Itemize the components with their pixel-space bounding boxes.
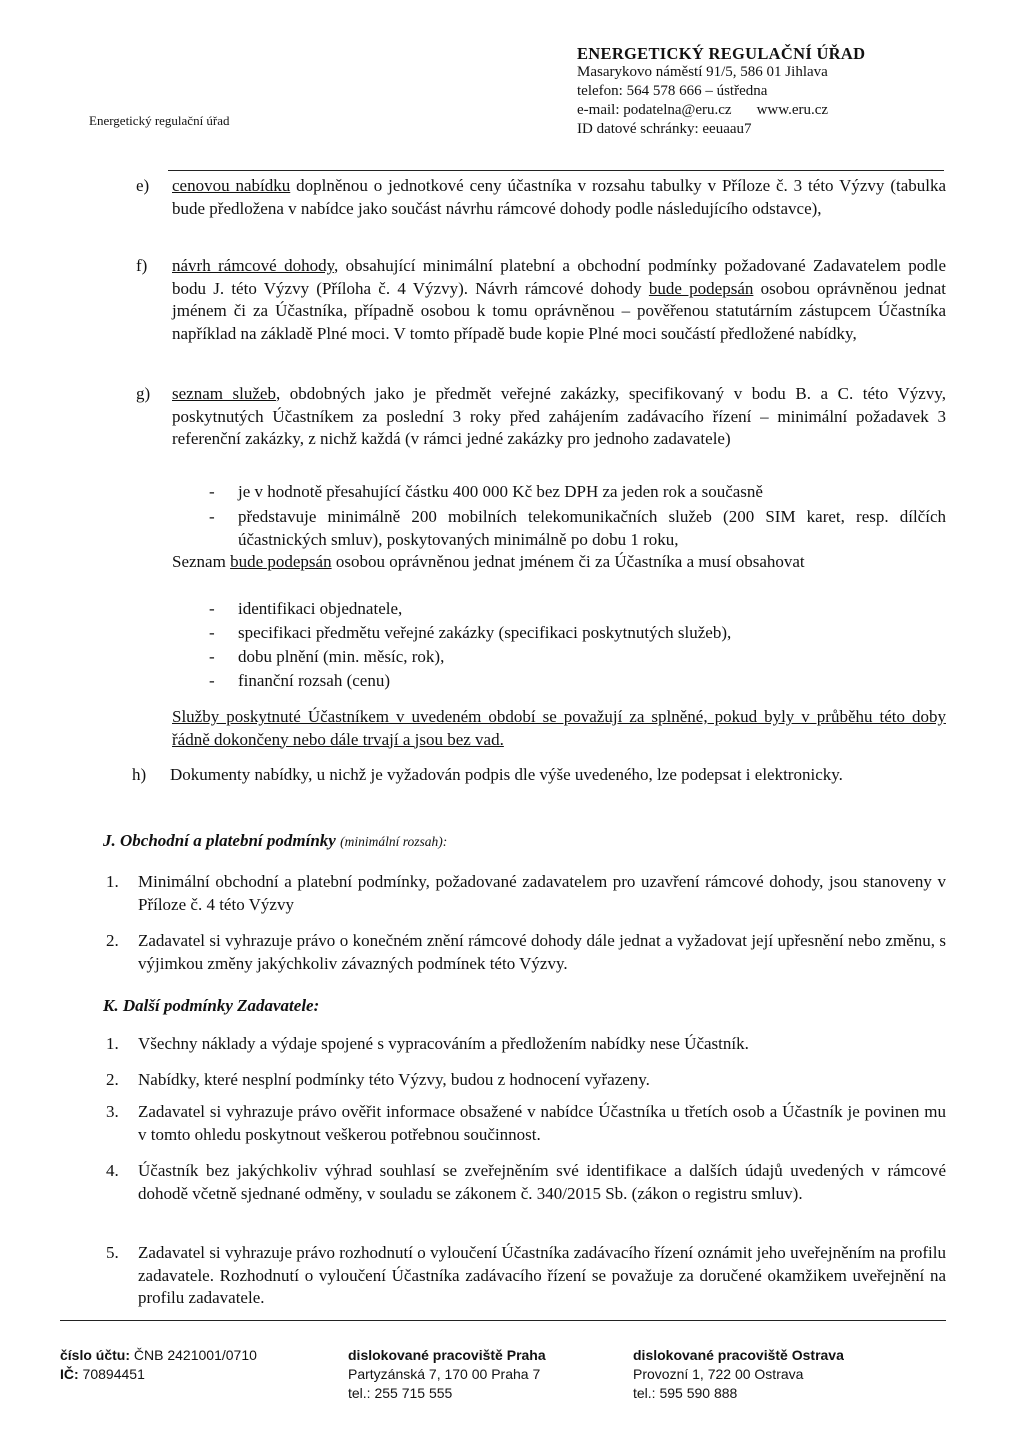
k-item-num: 2. bbox=[106, 1070, 119, 1089]
bullet-dash: - bbox=[209, 647, 215, 666]
item-e-label: e) bbox=[136, 176, 150, 195]
k-item-num: 4. bbox=[106, 1161, 119, 1180]
databox-id: ID datové schránky: eeuaau7 bbox=[577, 121, 752, 137]
j-item-text: Zadavatel si vyhrazuje právo o konečném znění rámcové dohody dále jednat a vyžadovat její upřesnění nebo změnu, s výjimkou změny jakýchkoliv závazných podmínek této Výzvy. bbox=[138, 931, 946, 973]
section-j-title bbox=[103, 831, 447, 851]
bullet-dash: - bbox=[209, 507, 215, 526]
list-item: dobu plnění (min. měsíc, rok), bbox=[238, 647, 445, 666]
ico-label: IČ: bbox=[60, 1366, 79, 1382]
ostrava-phone: tel.: 595 590 888 bbox=[633, 1385, 738, 1401]
item-g-body-2b: osobou oprávněnou jednat jménem či za Účastníka a musí obsahovat bbox=[331, 552, 805, 571]
header-address-block bbox=[577, 44, 865, 139]
k-item-num: 1. bbox=[106, 1034, 119, 1053]
org-name: ENERGETICKÝ REGULAČNÍ ÚŘAD bbox=[577, 44, 866, 63]
prague-phone: tel.: 255 715 555 bbox=[348, 1385, 453, 1401]
contact-row bbox=[577, 101, 865, 120]
item-g-label: g) bbox=[136, 384, 151, 403]
item-h-text: Dokumenty nabídky, u nichž je vyžadován podpis dle výše uvedeného, lze podepsat i elektronicky. bbox=[170, 765, 843, 784]
item-f-body-1: , obsahující minimální platební a obchodní podmínky požadované Zadavatelem podle bodu J. této Výzvy (Příloha č. 4 Výzvy). Návrh rámcové dohody bbox=[172, 256, 947, 298]
item-f-text bbox=[172, 255, 946, 345]
web-link[interactable]: www.eru.cz bbox=[756, 102, 829, 118]
ostrava-title: dislokované pracoviště Ostrava bbox=[633, 1347, 844, 1363]
list-item: finanční rozsah (cenu) bbox=[238, 671, 390, 690]
item-f-underlined-1: návrh rámcové dohody bbox=[172, 256, 334, 275]
section-k-title: K. Další podmínky Zadavatele: bbox=[103, 996, 320, 1015]
item-g-underlined-2: bude podepsán bbox=[230, 552, 332, 571]
bullet-dash: - bbox=[209, 599, 215, 618]
j-item-num: 2. bbox=[106, 931, 119, 950]
section-j-title-text: J. Obchodní a platební podmínky bbox=[103, 831, 336, 850]
footer-ostrava bbox=[633, 1346, 844, 1403]
list-item: je v hodnotě přesahující částku 400 000 Kč bez DPH za jeden rok a současně bbox=[238, 482, 763, 501]
item-g-body: , obdobných jako je předmět veřejné zakázky, specifikovaný v bodu B. a C. této Výzvy, poskytnutých Účastníkem za poslední 3 roky před zahájením zadávacího řízení – minimální požadavek 3 referenční zakázky, z nichž každá (v rámci jedné zakázky pro jednoho zadavatele) bbox=[172, 384, 947, 448]
prague-title: dislokované pracoviště Praha bbox=[348, 1347, 546, 1363]
list-item: identifikaci objednatele, bbox=[238, 599, 403, 618]
list-item: specifikaci předmětu veřejné zakázky (specifikaci poskytnutých služeb), bbox=[238, 623, 732, 642]
account-value: ČNB 2421001/0710 bbox=[130, 1347, 257, 1363]
bullet-dash: - bbox=[209, 671, 215, 690]
footer-bank bbox=[60, 1346, 257, 1384]
footer-divider bbox=[60, 1320, 946, 1321]
k-item-text: Všechny náklady a výdaje spojené s vypracováním a předložením nabídky nese Účastník. bbox=[138, 1034, 749, 1053]
item-g-note: Služby poskytnuté Účastníkem v uvedeném období se považují za splněné, pokud byly v průběhu této doby řádně dokončeny nebo dále trvají a jsou bez vad. bbox=[172, 707, 946, 749]
prague-address: Partyzánská 7, 170 00 Praha 7 bbox=[348, 1366, 541, 1382]
item-g-underlined: seznam služeb bbox=[172, 384, 276, 403]
header-left-title: Energetický regulační úřad bbox=[89, 113, 230, 128]
item-h-label: h) bbox=[132, 765, 147, 784]
account-label: číslo účtu: bbox=[60, 1347, 131, 1363]
item-g-text bbox=[172, 383, 946, 451]
k-item-num: 5. bbox=[106, 1243, 119, 1262]
k-item-text: Zadavatel si vyhrazuje právo rozhodnutí o vyloučení Účastníka zadávacího řízení oznámit jeho uveřejněním na profilu zadavatele. Rozhodnutí o vyloučení Účastníka zadávacího řízení se považuje za doručené okamžikem uveřejnění na profilu zadavatele. bbox=[138, 1243, 946, 1307]
header-divider bbox=[168, 170, 944, 171]
item-e-body: doplněnou o jednotkové ceny účastníka v rozsahu tabulky v Příloze č. 3 této Výzvy (tabulka bude předložena v nabídce jako součást návrhu rámcové dohody podle následujícího odstavce), bbox=[172, 176, 947, 218]
section-j-subtitle: (minimální rozsah): bbox=[340, 834, 448, 849]
item-g-body-2a: Seznam bbox=[172, 552, 231, 571]
ico-value: 70894451 bbox=[78, 1366, 145, 1382]
j-item-num: 1. bbox=[106, 872, 119, 891]
email-link[interactable]: e-mail: podatelna@eru.cz bbox=[577, 102, 732, 118]
k-item-num: 3. bbox=[106, 1102, 119, 1121]
bullet-dash: - bbox=[209, 482, 215, 501]
address: Masarykovo náměstí 91/5, 586 01 Jihlava bbox=[577, 64, 828, 80]
footer-prague bbox=[348, 1346, 546, 1403]
item-g-signature-text bbox=[172, 551, 946, 574]
bullet-dash: - bbox=[209, 623, 215, 642]
j-item-text: Minimální obchodní a platební podmínky, požadované zadavatelem pro uzavření rámcové dohody, jsou stanoveny v Příloze č. 4 této Výzvy bbox=[138, 872, 946, 914]
item-e-text bbox=[172, 175, 946, 220]
k-item-text: Zadavatel si vyhrazuje právo ověřit informace obsažené v nabídce Účastníka u třetích osob a Účastník je povinen mu v tomto ohledu poskytnout veškerou potřebnou součinnost. bbox=[138, 1102, 946, 1144]
k-item-text: Účastník bez jakýchkoliv výhrad souhlasí se zveřejněním své identifikace a dalších údajů uvedených v rámcové dohodě včetně sjednané odměny, v souladu se zákonem č. 340/2015 Sb. (zákon o registru smluv). bbox=[138, 1161, 946, 1203]
item-f-underlined-2: bude podepsán bbox=[648, 278, 754, 298]
k-item-text: Nabídky, které nesplní podmínky této Výzvy, budou z hodnocení vyřazeny. bbox=[138, 1070, 650, 1089]
item-f-label: f) bbox=[136, 256, 148, 275]
list-item: představuje minimálně 200 mobilních telekomunikačních služeb (200 SIM karet, resp. dílčích účastnických smluv), poskytovaných minimálně po dobu 1 roku, bbox=[238, 507, 946, 549]
phone: telefon: 564 578 666 – ústředna bbox=[577, 83, 768, 99]
ostrava-address: Provozní 1, 722 00 Ostrava bbox=[633, 1366, 804, 1382]
item-f-body-2: osobou oprávněnou jednat jménem či za Účastníka, případně osobou k tomu oprávněnou – pověřenou statutárním zástupcem Účastníka například na základě Plné moci. V tomto případě bude kopie Plné moci součástí předložené nabídky, bbox=[172, 278, 946, 343]
item-e-underlined: cenovou nabídku bbox=[172, 176, 291, 195]
